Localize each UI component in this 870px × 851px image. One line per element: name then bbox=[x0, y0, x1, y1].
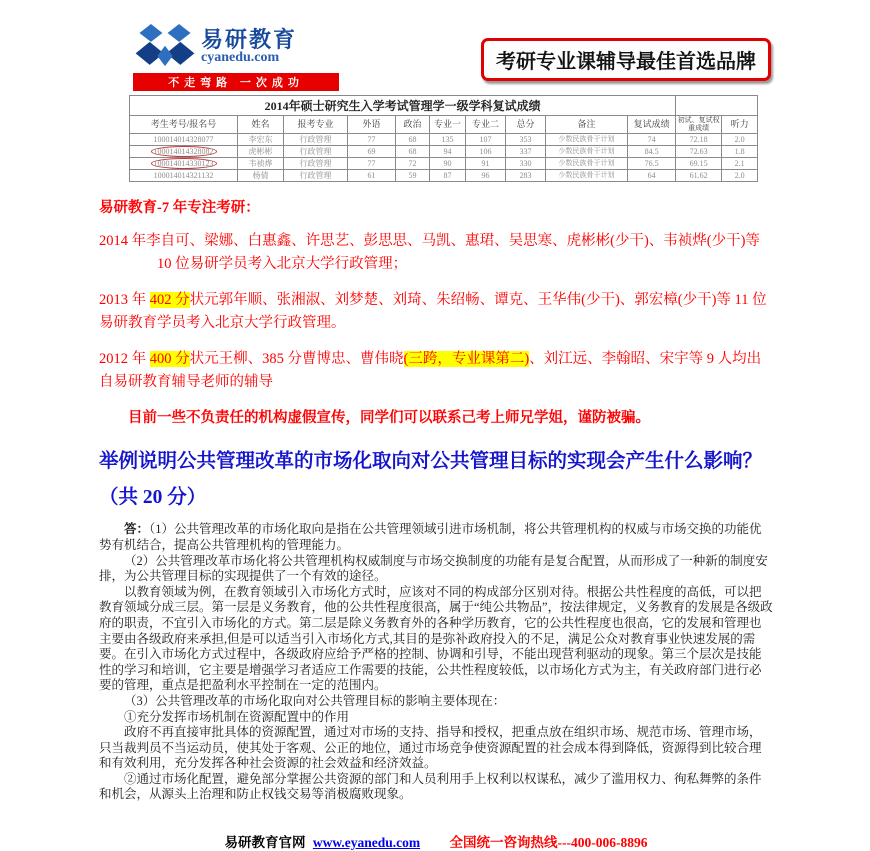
answer-paragraph: （3）公共管理改革的市场化取向对公共管理目标的影响主要体现在： bbox=[124, 693, 506, 708]
promo-paragraph bbox=[99, 289, 773, 335]
highlighted-text: (三跨，专业课第二) bbox=[403, 351, 530, 368]
table-cell bbox=[130, 158, 238, 170]
highlighted-text: 400 分 bbox=[149, 351, 190, 368]
column-header: 外语 bbox=[348, 116, 396, 134]
table-title-spacer bbox=[676, 96, 758, 116]
column-header: 听力 bbox=[722, 116, 758, 134]
brand-domain: cyanedu.com bbox=[201, 50, 280, 66]
table-cell: 74 bbox=[628, 134, 676, 146]
table-cell: 1.8 bbox=[722, 146, 758, 158]
promo-text: 状元郭年顺、张湘淑、刘梦楚、刘琦、朱绍畅、谭克、王华伟(少干)、郭宏樟(少干)等 11 位易研教育学员考入北京大学行政管理。 bbox=[99, 292, 767, 332]
answer-section bbox=[99, 522, 773, 803]
answer-paragraph: 政府不再直接审批具体的资源配置，通过对市场的支持、指导和授权，把重点放在组织市场、规范市场、管理市场，只当裁判员不当运动员，使其处于客观、公正的地位，通过市场竞争使资源配置的社会成本得到降低，资源得到比较合理和有效利用，充分发挥各种社会资源的社会效益和经济效益。 bbox=[99, 725, 762, 771]
table-cell: 61 bbox=[348, 170, 396, 182]
footer-hotline: 全国统一咨询热线---400-006-8896 bbox=[449, 835, 648, 851]
answer-paragraph: 答：（1）公共管理改革的市场化取向是指在公共管理领域引进市场机制，将公共管理机构的权威与市场交换的功能优势有机结合，提高公共管理机构的管理能力。 bbox=[99, 522, 762, 552]
promo-text: 、刘江远、李翰昭、宋宇等 9 人均出自易研教育辅导老师的辅导 bbox=[99, 351, 762, 391]
table-cell: 61.62 bbox=[676, 170, 722, 182]
answer-paragraph: （2）公共管理改革市场化将公共管理机构权威制度与市场交换制度的功能有是复合配置，从而形成了一种新的制度安排，为公共管理目标的实现提供了一个有效的途径。 bbox=[99, 553, 768, 584]
promo-text: 2013 年 bbox=[99, 292, 150, 309]
footer-site-link[interactable]: www.eyanedu.com bbox=[312, 835, 421, 851]
table-cell: 2.0 bbox=[722, 170, 758, 182]
table-cell: 行政管理 bbox=[284, 170, 348, 182]
column-header: 考生考号/报名号 bbox=[130, 116, 238, 134]
column-header: 政治 bbox=[396, 116, 430, 134]
answer-paragraph: ②通过市场化配置，避免部分掌握公共资源的部门和人员利用手上权利以权谋私，减少了滥用权力、徇私舞弊的条件和机会，从源头上治理和防止权钱交易等消极腐败现象。 bbox=[99, 771, 762, 802]
column-header: 复试成绩 bbox=[628, 116, 676, 134]
highlighted-text: 402 分 bbox=[149, 292, 190, 309]
table-cell: 韦祯烨 bbox=[238, 158, 284, 170]
table-cell bbox=[130, 146, 238, 158]
table-row bbox=[130, 158, 758, 170]
score-table-head bbox=[130, 96, 758, 134]
table-title: 2014年硕士研究生入学考试管理学一级学科复试成绩 bbox=[130, 96, 676, 116]
table-cell: 96 bbox=[466, 170, 506, 182]
column-header: 备注 bbox=[546, 116, 628, 134]
table-cell: 90 bbox=[430, 158, 466, 170]
promo-section bbox=[99, 196, 773, 430]
answer-paragraph: 以教育领域为例，在教育领域引入市场化方式时，应该对不同的构成部分区别对待。根据公共性程度的高低，可以把教育领域分成三层。第一层是义务教育，他的公共性程度很高，属于“纯公共物品”，按法律规定，义务教育的发展是各级政府的职责，不宜引入市场化的方式。第二层是除义务教育外的各种学历教育，它的公共性程度也很高，它的发展和管理也主要由各级政府来承担,但是可以适当引入市场化方式,其目的是弥补政府投入的不足，满足公众对教育事业快速发展的需要。在引入市场化方式过程中，各级政府应给予严格的控制、协调和引导，不能出现营利驱动的现象。第三个层次是技能性的学习和培训，它主要是增强学习者适应工作需要的技能，公共性程度较低，以市场化方式为主，有关政府部门进行必要的管理，重点是把盈利水平控制在一定的范围内。 bbox=[99, 584, 773, 693]
logo-diamonds-icon bbox=[133, 24, 197, 70]
table-cell: 李宏东 bbox=[238, 134, 284, 146]
table-cell: 107 bbox=[466, 134, 506, 146]
table-cell: 少数民族骨干计划 bbox=[546, 146, 628, 158]
brand-slogan: 不走弯路 一次成功 bbox=[133, 73, 339, 91]
table-cell: 337 bbox=[506, 146, 546, 158]
table-cell: 68 bbox=[396, 134, 430, 146]
table-cell: 77 bbox=[348, 158, 396, 170]
header-banner: 考研专业课辅导最佳首选品牌 bbox=[481, 38, 771, 81]
table-row bbox=[130, 146, 758, 158]
promo-paragraph bbox=[99, 348, 773, 394]
table-cell: 72 bbox=[396, 158, 430, 170]
table-cell: 行政管理 bbox=[284, 134, 348, 146]
footer-site-label: 易研教育官网 bbox=[224, 835, 306, 851]
promo-text: 状元王柳、385 分曹博忠、曹伟晓 bbox=[189, 351, 404, 368]
table-cell: 106 bbox=[466, 146, 506, 158]
table-cell: 2.0 bbox=[722, 134, 758, 146]
table-cell: 少数民族骨干计划 bbox=[546, 170, 628, 182]
table-cell: 76.5 bbox=[628, 158, 676, 170]
brand-name: 易研教育 bbox=[201, 27, 298, 53]
table-cell: 72.63 bbox=[676, 146, 722, 158]
table-cell: 84.5 bbox=[628, 146, 676, 158]
table-cell: 68 bbox=[396, 146, 430, 158]
table-cell: 283 bbox=[506, 170, 546, 182]
red-oval-annotation: 100014014330123 bbox=[151, 158, 217, 169]
table-cell: 94 bbox=[430, 146, 466, 158]
answer-paragraph: ①充分发挥市场机制在资源配置中的作用 bbox=[124, 709, 350, 724]
table-cell: 91 bbox=[466, 158, 506, 170]
table-cell: 100014014321132 bbox=[130, 170, 238, 182]
warning-text: 目前一些不负责任的机构虚假宣传，同学们可以联系己考上师兄学姐，谨防被骗。 bbox=[128, 410, 650, 427]
table-cell: 69 bbox=[348, 146, 396, 158]
column-header: 初试、复试权重成绩 bbox=[676, 116, 722, 134]
table-cell: 59 bbox=[396, 170, 430, 182]
promo-heading: 易研教育-7 年专注考研： bbox=[99, 200, 260, 217]
column-header: 姓名 bbox=[238, 116, 284, 134]
promo-text: 2012 年 bbox=[99, 351, 150, 368]
table-cell: 行政管理 bbox=[284, 158, 348, 170]
table-cell: 353 bbox=[506, 134, 546, 146]
red-oval-annotation: 100014014328082 bbox=[151, 146, 217, 157]
table-cell: 2.1 bbox=[722, 158, 758, 170]
table-cell: 77 bbox=[348, 134, 396, 146]
column-header: 专业一 bbox=[430, 116, 466, 134]
score-table bbox=[129, 95, 758, 182]
column-header: 报考专业 bbox=[284, 116, 348, 134]
brand-logo bbox=[133, 24, 351, 91]
table-cell: 87 bbox=[430, 170, 466, 182]
table-row bbox=[130, 170, 758, 182]
table-cell: 少数民族骨干计划 bbox=[546, 158, 628, 170]
table-cell: 100014014328077 bbox=[130, 134, 238, 146]
table-cell: 64 bbox=[628, 170, 676, 182]
table-cell: 72.18 bbox=[676, 134, 722, 146]
page-footer bbox=[99, 831, 773, 851]
promo-text: 2014 年李自可、梁娜、白惠鑫、许思艺、彭思思、马凯、惠珺、吴思寒、虎彬彬(少干)、韦祯烨(少干)等 10 位易研学员考入北京大学行政管理； bbox=[99, 233, 760, 273]
table-title-row bbox=[130, 96, 758, 116]
table-cell: 330 bbox=[506, 158, 546, 170]
question-title: 举例说明公共管理改革的市场化取向对公共管理目标的实现会产生什么影响？（共 20 分） bbox=[99, 451, 763, 509]
table-cell: 69.15 bbox=[676, 158, 722, 170]
table-cell: 135 bbox=[430, 134, 466, 146]
score-table-body bbox=[130, 134, 758, 182]
table-cell: 少数民族骨干计划 bbox=[546, 134, 628, 146]
table-cell: 杨倩 bbox=[238, 170, 284, 182]
answer-label: 答： bbox=[124, 522, 150, 537]
promo-paragraphs bbox=[99, 230, 773, 394]
column-header: 总分 bbox=[506, 116, 546, 134]
page-header bbox=[99, 24, 773, 91]
column-header: 专业二 bbox=[466, 116, 506, 134]
table-row bbox=[130, 134, 758, 146]
table-cell: 行政管理 bbox=[284, 146, 348, 158]
table-header-row bbox=[130, 116, 758, 134]
promo-paragraph bbox=[99, 230, 773, 276]
table-cell: 虎彬彬 bbox=[238, 146, 284, 158]
